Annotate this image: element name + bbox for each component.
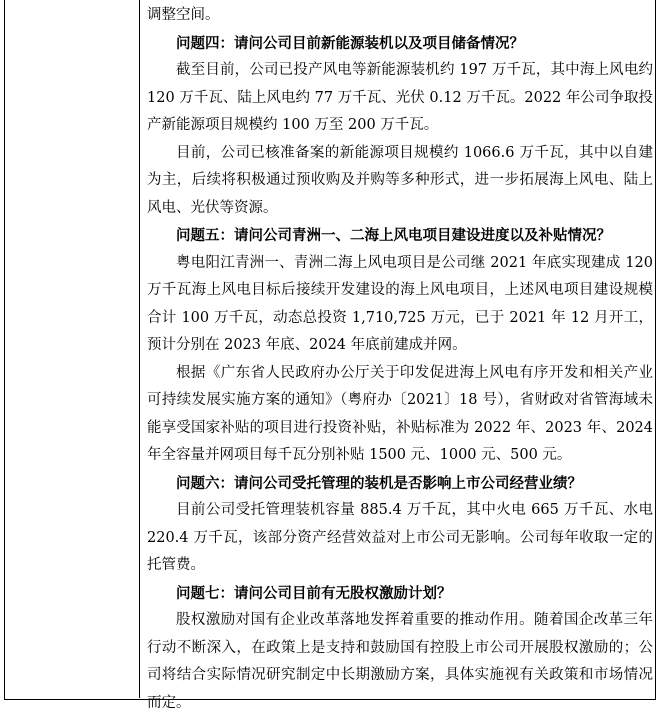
content-cell	[147, 0, 653, 711]
question-7-heading: 问题七：请问公司目前有无股权激励计划？	[176, 584, 452, 602]
answer-5-paragraph-1: 粤电阳江青洲一、青洲二海上风电项目是公司继 2021 年底实现建成 120 万千瓦海上风电目标后接续开发建设的海上风电项目，上述风电项目建设规模合计 100 万千瓦，动态总投资 1,710,725 万元，已于 2021 年 12 月开工，预计分别在 2023 年底、2024 年底前建成并网。	[147, 254, 653, 353]
question-6-heading: 问题六：请问公司受托管理的装机是否影响上市公司经营业绩？	[176, 474, 582, 492]
table-frame	[4, 0, 656, 711]
question-4-heading: 问题四：请问公司目前新能源装机以及项目储备情况？	[176, 34, 524, 52]
answer-5-paragraph-2: 根据《广东省人民政府办公厅关于印发促进海上风电有序开发和相关产业可持续发展实施方案的通知》（粤府办〔2021〕18 号），省财政对省管海域未能享受国家补贴的项目进行投资补贴，补贴标准为 2022 年、2023 年、2024 年全容量并网项目每千瓦分别补贴 1500 元、1000 元、500 元。	[147, 364, 653, 463]
answer-6-paragraph: 目前公司受托管理装机容量 885.4 万千瓦，其中火电 665 万千瓦、水电 220.4 万千瓦，该部分资产经营效益对上市公司无影响。公司每年收取一定的托管费。	[147, 502, 653, 573]
question-5-heading: 问题五：请问公司青洲一、二海上风电项目建设进度以及补贴情况？	[176, 227, 611, 244]
answer-4-paragraph-2: 目前，公司已核准备案的新能源项目规模约 1066.6 万千瓦，其中以自建为主，后续将积极通过预收购及并购等多种形式，进一步拓展海上风电、陆上风电、光伏等资源。	[147, 144, 653, 216]
answer-4-paragraph-1: 截至目前，公司已投产风电等新能源装机约 197 万千瓦，其中海上风电约 120 万千瓦、陆上风电约 77 万千瓦、光伏 0.12 万千瓦。2022 年公司争取投产新能源项目规模约 100 万至 200 万千瓦。	[147, 62, 653, 133]
column-divider	[139, 0, 140, 698]
paragraph-continuation: 调整空间。	[147, 7, 220, 23]
answer-7-paragraph: 股权激励对国有企业改革落地发挥着重要的推动作用。随着国企改革三年行动不断深入，在政策上是支持和鼓励国有控股上市公司开展股权激励的；公司将结合实际情况研究制定中长期激励方案，具体实施视有关政策和市场情况而定。	[147, 612, 653, 711]
left-label-cell	[5, 0, 139, 698]
